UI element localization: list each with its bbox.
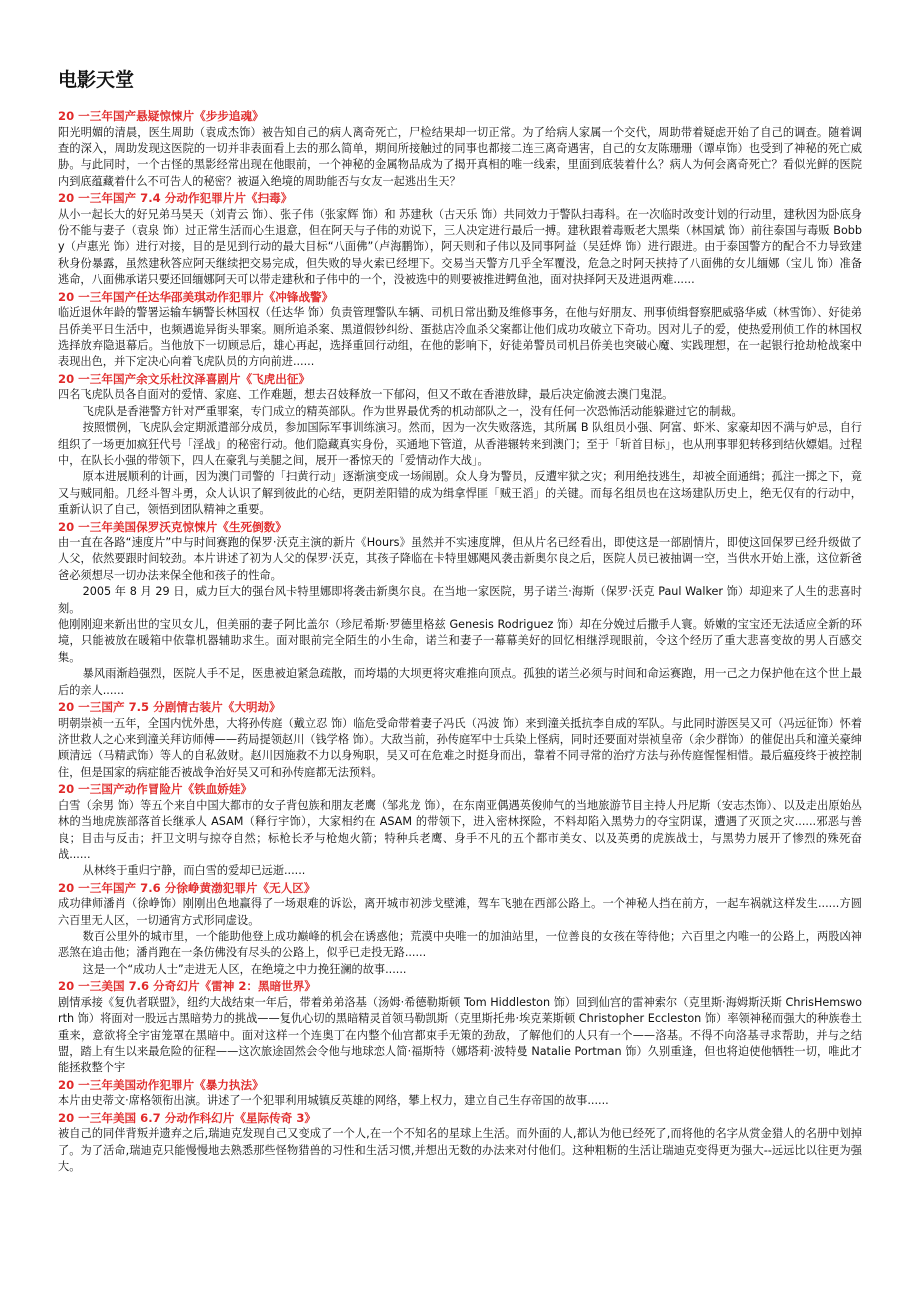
movie-entry bbox=[58, 519, 862, 700]
movie-synopsis: 这是一个“成功人士”走进无人区，在绝境之中力挽狂澜的故事...... bbox=[82, 962, 407, 976]
movie-heading: 20 一三国产 7.5 分剧情古装片《大明劫》 bbox=[58, 700, 281, 715]
movie-heading: 20 一三年国产悬疑惊悚片《步步追魂》 bbox=[58, 109, 264, 123]
movie-synopsis: 四名飞虎队员各自面对的爱情、家庭、工作难题，想去召妓释放一下郁闷，但又不敢在香港放肆，最后决定偷渡去澳门鬼混。 bbox=[58, 388, 674, 402]
movie-synopsis: 原本进展顺利的计画，因为澳门司警的「扫黄行动」逐渐演变成一场闹剧。众人身为警员，反遭牢狱之灾；利用绝技逃生，却被全面通缉；孤注一掷之下，竟又与贼同船。几经斗智斗勇，众人认识了解到彼此的心结，更阴差阳错的成为缉拿悍匪「贼王滔」的关键。而每名组员也在这场建队历史上，绝无仅有的行动中，重新认识了自己，领悟到团队精神之重要。 bbox=[58, 470, 862, 517]
movie-entry bbox=[58, 699, 862, 781]
movie-heading: 20 一三美国 7.6 分奇幻片《雷神 2：黑暗世界》 bbox=[58, 979, 316, 994]
movie-heading: 20 一三年美国动作犯罪片《暴力执法》 bbox=[58, 1077, 264, 1092]
movie-synopsis: 他刚刚迎来新出世的宝贝女儿，但美丽的妻子阿比盖尔（珍尼希斯·罗德里格兹 Genesis Rodriguez 饰）却在分娩过后撒手人寰。娇嫩的宝宝还无法适应全新的环境，只能被放在暖箱中依靠机器辅助求生。面对眼前完全陌生的小生命，诺兰和妻子一幕幕美好的回忆相继浮现眼前，令这个经历了重大悲喜变故的男人百感交集。 bbox=[58, 618, 862, 664]
page-title: 电影天堂 bbox=[58, 69, 135, 91]
movie-synopsis: 明朝崇祯一五年，全国内忧外患，大将孙传庭（戴立忍 饰）临危受命带着妻子冯氏（冯波 饰）来到潼关抵抗李自成的军队。与此同时游医吴又可（冯远征饰）怀着济世救人之心来到潼关拜访师傅——药局提领赵川（钱学格 饰）。大敌当前，孙传庭军中士兵染上怪病，同时还要面对崇祯皇帝（余少群饰）的催促出兵和潼关豪绅顾清远（马精武饰）等人的自私敛财。赵川因施救不力以身殉职，吴又可在危难之时挺身而出，靠着不同寻常的治疗方法与孙传庭惺惺相惜。最后瘟疫终于被控制住，但是国家的病症能否被战争治好吴又可和孙传庭都无法预料。 bbox=[58, 716, 862, 779]
movie-heading: 20 一三年国产余文乐杜汶泽喜剧片《飞虎出征》 bbox=[58, 371, 311, 386]
movie-entry bbox=[58, 1077, 862, 1110]
movie-synopsis: 从林终于重归宁静，而白雪的爱却已远逝...... bbox=[82, 864, 306, 878]
movie-synopsis: 白雪（余男 饰）等五个来自中国大都市的女子背包族和朋友老鹰（邹兆龙 饰），在东南亚偶遇英俊帅气的当地旅游节目主持人丹尼斯（安志杰饰）、以及走出原始丛林的当地虎族部落首长继承人 ASAM（释行宇饰），大家相约在 ASAM 的带领下，进入密林探险，不料却陷入黑势力的夺宝阴谋，遭遇了灭顶之灾......邪恶与善良；目击与反击；扞卫文明与掠夺自然；标枪长矛与枪炮火箭；特种兵老鹰、身手不凡的五个都市美女、以及英勇的虎族战士，与黑势力展开了惨烈的殊死奋战...... bbox=[58, 798, 862, 861]
movie-entry bbox=[58, 978, 862, 1077]
movie-synopsis: 临近退休年龄的警署运输车辆警长林国权（任达华 饰）负责管理警队车辆、司机日常出勤及维修事务，在他与好朋友、刑事侦缉督察肥威骆华威（林雪饰）、好徒弟吕侨美平日生活中，也频遇诡异街头罪案。厕所追杀案、黑道假钞纠纷、蛋挞店冷血杀父案都让他们成功攻破立下奇功。因对儿子的爱，使热爱刑侦工作的林国权选择放弃隐退幕后。当他放下一切顾忌后，雄心再起，选择重回行动组，在他的影响下，好徒弟警员司机吕侨美也突破心魔、实践理想，在一起银行抢劫枪战案中表现出色，并下定决心向着飞虎队员的方向前进...... bbox=[58, 306, 862, 369]
movie-synopsis: 本片由史蒂文·席格领衔出演。讲述了一个犯罪利用城镇反英雄的网络，攀上权力，建立自己生存帝国的故事...... bbox=[58, 1094, 609, 1108]
movie-heading: 20 一三年国产 7.4 分动作犯罪片片《扫毒》 bbox=[58, 191, 293, 206]
movie-entry bbox=[58, 371, 862, 519]
movie-list bbox=[58, 108, 862, 1175]
movie-synopsis: 从小一起长大的好兄弟马昊天（刘青云 饰）、张子伟（张家辉 饰）和 苏建秋（古天乐 饰）共同效力于警队扫毒科。在一次临时改变计划的行动里，建秋因为卧底身份不能与妻子（袁泉 饰）过正常生活而心生退意，但在阿天与子伟的劝说下，三人决定进行最后一搏。建秋跟着毒贩老大黑柴（林国斌 饰）前往泰国与毒贩 Bobby（卢惠光 饰）进行对接，目的是见到行动的最大目标“八面佛”（卢海鹏饰），阿天则和子伟以及同事阿益（吴廷烨 饰）进行跟进。由于泰国警方的配合不力导致建秋身份暴露，虽然建秋答应阿天继续把交易完成，但失败的导火索已经埋下。交易当天警方几乎全军覆没，危急之时阿天挟持了八面佛的女儿缅娜（宝儿 饰）准备逃命，八面佛承诺只要还回缅娜阿天可以带走建秋和子伟中的一个，没被选中的则要被推进鳄鱼池，面对抉择阿天及进退两难...... bbox=[58, 207, 862, 287]
movie-heading: 20 一三国产动作冒险片《铁血娇娃》 bbox=[58, 782, 253, 797]
movie-synopsis: 阳光明媚的清晨，医生周助（袁成杰饰）被告知自己的病人离奇死亡，尸检结果却一切正常。为了给病人家属一个交代，周助带着疑虑开始了自己的调查。随着调查的深入，周助发现这医院的一切并非表面看上去的那么简单，期间所接触过的同事也都接二连三离奇遇害，自己的女友陈珊珊（谭卓饰）也受到了神秘的死亡威胁。与此同时，一个古怪的黑影经常出现在他眼前，一个神秘的金属物品成为了揭开真相的唯一线索，里面到底装着什么？病人为何会离奇死亡？看似光鲜的医院内到底蕴藏着什么不可告人的秘密？被逼入绝境的周助能否与女友一起逃出生天？ bbox=[58, 125, 862, 188]
movie-heading: 20 一三年国产任达华邵美琪动作犯罪片《冲锋战警》 bbox=[58, 289, 334, 304]
movie-entry bbox=[58, 190, 862, 289]
movie-synopsis: 飞虎队是香港警方针对严重罪案，专门成立的精英部队。作为世界最优秀的机动部队之一，没有任何一次恐怖活动能躲避过它的制裁。 bbox=[82, 404, 743, 418]
movie-synopsis: 被自己的同伴背叛并遗弃之后,瑞迪克发现自己又变成了一个人,在一个不知名的星球上生活。而外面的人,都认为他已经死了,而将他的名字从赏金猎人的名册中划掉了。为了活命,瑞迪克只能慢慢地去熟悉那些怪物猎兽的习性和生活习惯,并想出无数的办法来对付他们。这种粗粝的生活让瑞迪克变得更为强大--远远比以往更为强大。 bbox=[58, 1127, 862, 1174]
movie-entry bbox=[58, 880, 862, 979]
movie-synopsis: 按照惯例，飞虎队会定期派遣部分成员，参加国际军事训练演习。然而，因为一次失败落选，其所属 B 队组员小强、阿富、虾米、家豪却因不满与妒忌，自行组织了一场更加疯狂代号「淫战」的秘密行动。他们隐藏真实身份，买通地下管道，从香港辗转来到澳门；至于「斩首目标」，也从刑事罪犯转移到结伙嫖娼。过程中，在队长小强的带领下，四人在豪乳与美腿之间，展开一番惊天的「爱情动作大战」。 bbox=[58, 421, 862, 467]
movie-heading: 20 一三年美国保罗沃克惊悚片《生死倒数》 bbox=[58, 519, 287, 534]
movie-synopsis: 2005 年 8 月 29 日，威力巨大的强台风卡特里娜即将袭击新奥尔良。在当地一家医院，男子诺兰·海斯（保罗·沃克 Paul Walker 饰）却迎来了人生的悲喜时刻。 bbox=[58, 585, 862, 615]
movie-entry bbox=[58, 1110, 862, 1176]
movie-heading: 20 一三年美国 6.7 分动作科幻片《星际传奇 3》 bbox=[58, 1110, 316, 1125]
movie-synopsis: 剧情承接《复仇者联盟》，纽约大战结束一年后，带着弟弟洛基（汤姆·希德勒斯顿 Tom Hiddleston 饰）回到仙宫的雷神索尔（克里斯·海姆斯沃斯 ChrisHemsworth 饰）将面对一股远古黑暗势力的挑战——复仇心切的黑暗精灵首领马勒凯斯（克里斯托弗·埃克莱斯顿 Christopher Eccleston 饰）率领神秘而强大的种族卷土重来，意欲将全宇宙笼罩在黑暗中。面对这样一个连奥丁在内整个仙宫都束手无策的劲敌，了解他们的人只有一个——洛基。不得不向洛基寻求帮助，并与之结盟，踏上有生以来最危险的征程——这次旅途固然会令他与地球恋人简·福斯特（娜塔莉·波特曼 Natalie Portman 饰）久别重逢，但也将迫使他牺牲一切，唯此才能拯救整个宇 bbox=[58, 995, 862, 1075]
movie-synopsis: 由一直在各路“速度片”中与时间赛跑的保罗·沃克主演的新片《Hours》虽然并不实速度牌，但从片名已经看出，即使这是一部剧情片，即使这回保罗已经升级做了人父，依然要跟时间较劲。本片讲述了初为人父的保罗·沃克，其孩子降临在卡特里娜飓风袭击新奥尔良之后，医院人员已被抽调一空，当供水开始上涨，这位新爸爸必须想尽一切办法来保全他和孩子的性命。 bbox=[58, 536, 862, 582]
movie-entry bbox=[58, 289, 862, 371]
movie-entry bbox=[58, 108, 862, 190]
movie-synopsis: 暴风雨渐趋强烈，医院人手不足，医患被迫紧急疏散，而垮塌的大坝更将灾难推向顶点。孤独的诺兰必须与时间和命运赛跑，用一己之力保护他在这个世上最后的亲人...... bbox=[58, 667, 862, 697]
movie-synopsis: 数百公里外的城市里，一个能助他登上成功巅峰的机会在诱惑他；荒漠中央唯一的加油站里，一位善良的女孩在等待他；六百里之内唯一的公路上，两股凶神恶煞在追击他；潘肖跑在一条仿佛没有尽头的公路上，似乎已走投无路...... bbox=[58, 930, 862, 960]
movie-synopsis: 成功律师潘肖（徐峥饰）刚刚出色地赢得了一场艰难的诉讼，离开城市初涉戈壁滩，驾车飞驰在西部公路上。一个神秘人挡在前方，一起车祸就这样发生......方圆六百里无人区，一切通宵方式形同虚设。 bbox=[58, 897, 862, 927]
movie-entry bbox=[58, 781, 862, 880]
movie-heading: 20 一三年国产 7.6 分徐峥黄渤犯罪片《无人区》 bbox=[58, 880, 316, 895]
